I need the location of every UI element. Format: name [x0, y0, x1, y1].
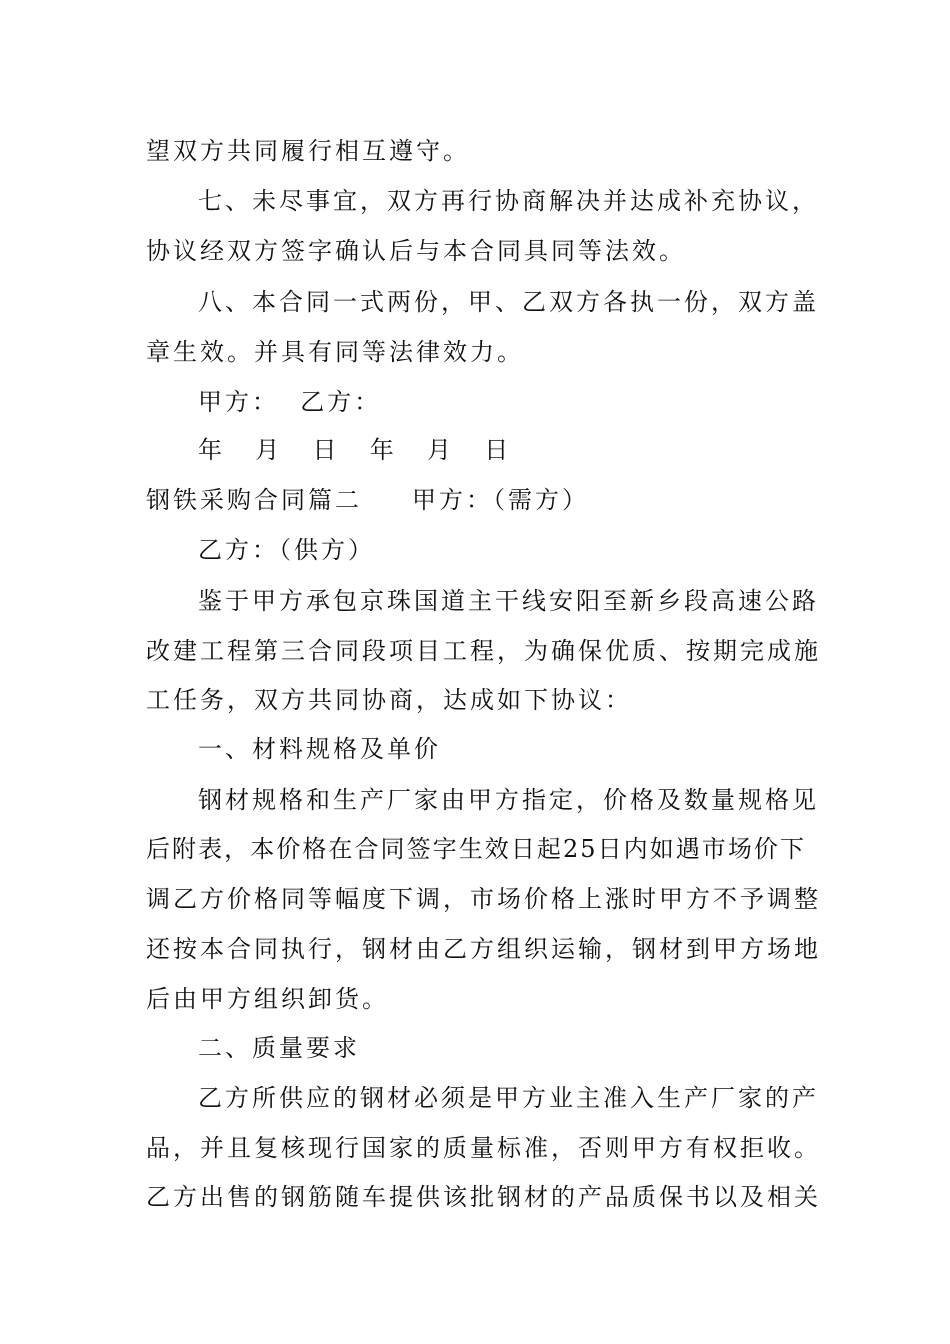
section-1-line-2: 后附表，本价格在合同签字生效日起25日内如遇市场价下	[146, 835, 806, 863]
preamble-line-1: 鉴于甲方承包京珠国道主干线安阳至新乡段高速公路	[198, 587, 819, 615]
signature-parties: 甲方： 乙方：	[198, 388, 382, 416]
clause-7-line-2: 协议经双方签字确认后与本合同具同等法效。	[146, 237, 686, 265]
section-2-line-1: 乙方所供应的钢材必须是甲方业主准入生产厂家的产	[198, 1084, 819, 1112]
section-1-line-4: 还按本合同执行，钢材由乙方组织运输，钢材到甲方场地	[146, 935, 821, 963]
clause-8-line-1: 八、本合同一式两份，甲、乙双方各执一份，双方盖	[198, 288, 819, 316]
paragraph-line: 望双方共同履行相互遵守。	[146, 137, 470, 165]
party-b-label: 乙方：（供方）	[198, 536, 375, 564]
section-2-line-3: 乙方出售的钢筋随车提供该批钢材的产品质保书以及相关	[146, 1183, 821, 1211]
section-1-line-5: 后由甲方组织卸货。	[146, 985, 389, 1013]
section-heading-line	[146, 485, 806, 515]
section-1-line-3: 调乙方价格同等幅度下调，市场价格上涨时甲方不予调整	[146, 885, 821, 913]
section-1-line-1: 钢材规格和生产厂家由甲方指定，价格及数量规格见	[198, 786, 819, 814]
preamble-line-2: 改建工程第三合同段项目工程，为确保优质、按期完成施	[146, 637, 821, 665]
clause-8-line-2: 章生效。并具有同等法律效力。	[146, 338, 524, 366]
party-a-label: 甲方：（需方）	[412, 486, 589, 514]
section-1-heading: 一、材料规格及单价	[198, 735, 441, 763]
signature-dates: 年 月 日 年 月 日	[198, 436, 515, 464]
preamble-line-3: 工任务，双方共同协商，达成如下协议：	[146, 686, 632, 714]
section-2-line-2: 品，并且复核现行国家的质量标准，否则甲方有权拒收。	[146, 1134, 821, 1162]
section-2-heading: 二、质量要求	[198, 1034, 360, 1062]
clause-7-line-1: 七、未尽事宜，双方再行协商解决并达成补充协议，	[198, 187, 819, 215]
contract-title: 钢铁采购合同篇二	[146, 486, 362, 514]
